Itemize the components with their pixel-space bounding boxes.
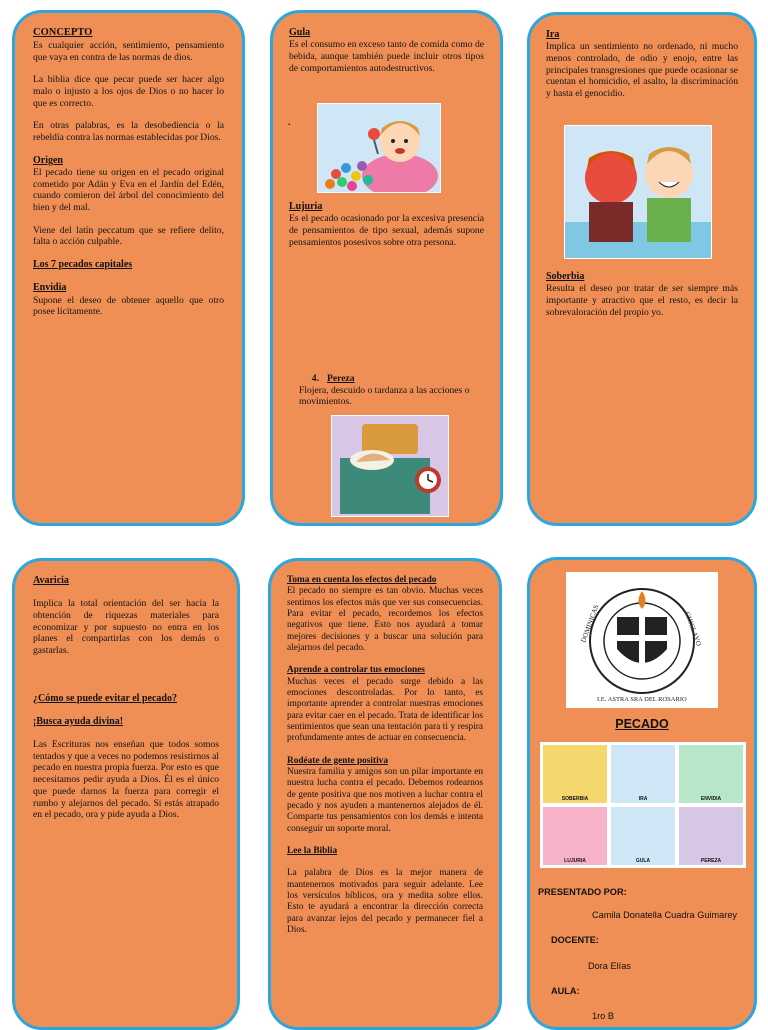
soberbia-heading: Soberbia [546, 271, 585, 282]
school-logo [566, 572, 718, 708]
aula-label: AULA: [551, 985, 580, 996]
panel-concepto [12, 10, 245, 526]
panel-ira-soberbia [527, 12, 757, 526]
panel-avaricia [12, 558, 240, 1030]
origen-text: El pecado tiene su origen en el pecado original cometido por Adán y Eva en el Jardín del Edén, cuando comieron del árbol del conocimiento del bien y del mal. [33, 166, 224, 214]
origen-heading: Origen [33, 154, 63, 166]
aula-value: 1ro B [592, 1011, 614, 1022]
emociones-heading: Aprende a controlar tus emociones [287, 665, 425, 676]
panel-gula-lujuria-pereza [270, 10, 503, 526]
collage-label: PEREZA [700, 857, 722, 864]
gula-illustration [317, 103, 441, 193]
cover-title: PECADO [615, 717, 669, 731]
ira-heading: Ira [546, 29, 560, 40]
collage-label: ENVIDIA [700, 795, 722, 802]
gula-text: Es el consumo en exceso tanto de comida como de bebida, aunque también puede incluir otros tipos de comportamientos autodestructivos. [289, 39, 484, 74]
emociones-text: Muchas veces el pecado surge debido a las emociones descontroladas. Por lo tanto, es importante aprender a controlar nuestras emociones para evitar caer en el pecado. Trata de identificar los sentimientos que sean una tentación para ti y respira profundamente antes de actuar en consecuencia. [287, 676, 483, 744]
ayuda-text: Las Escrituras nos enseñan que todos somos tentados y que a veces no podemos resistirnos al pecado en nuestra propia fuerza. Por esto es que necesitamos pedir ayuda a Dios. Él es el único que puede darnos la fuerza para corregir el rumbo y alejarnos del pecado. Si estás atrapado en el pecado, ora y pide ayuda a Dios. [33, 739, 219, 821]
ayuda-heading: ¡Busca ayuda divina! [33, 715, 124, 727]
docente-label: DOCENTE: [551, 935, 599, 946]
gula-heading: Gula [289, 27, 311, 38]
efectos-text: El pecado no siempre es tan obvio. Muchas veces sentimos los efectos más que ver sus consecuencias. Para evitar el pecado, recordemos los efectos negativos que tiene. Esto nos ayudará a tomar mejores decisiones y a buscar una solución para alejarnos del pecado. [287, 586, 483, 653]
docente-name: Dora Elías [588, 960, 631, 971]
biblia-heading: Lee la Biblia [287, 845, 338, 856]
concepto-heading: CONCEPTO [33, 27, 93, 38]
logo-right-text: CHICLAYO [683, 610, 703, 648]
rodeate-text: Nuestra familia y amigos son un pilar importante en nuestra lucha contra el pecado. Debemos rodearnos de gente positiva que nos motiven a luchar contra el pecado y nos ayuden a mantenernos alejados de él. Comparte tus pensamientos con los demás e intenta conseguir un soporte moral. [287, 766, 483, 834]
soberbia-text: Resulta el deseo por tratar de ser siempre más importante y atractivo que el resto, es decir la sobrevaloración del propio yo. [546, 283, 738, 318]
collage-cell [543, 745, 607, 803]
stray-dot: . [288, 117, 291, 128]
collage-label: LUJURIA [564, 857, 586, 864]
presentado-label: PRESENTADO POR: [538, 887, 627, 897]
collage-cell [679, 745, 743, 803]
latin-text: Viene del latín peccatum que se refiere delito, falta o acción culpable. [33, 224, 224, 248]
evitar-heading: ¿Cómo se puede evitar el pecado? [33, 692, 177, 704]
efectos-heading: Toma en cuenta los efectos del pecado [287, 575, 437, 585]
envidia-heading: Envidia [33, 282, 67, 294]
panel-portada [527, 557, 757, 1030]
lujuria-text: Es el pecado ocasionado por la excesiva presencia de pensamientos de tipo sexual, además supone pensamientos posesivos sobre otra persona. [289, 213, 484, 248]
siete-pecados-heading: Los 7 pecados capitales [33, 259, 133, 271]
pereza-heading: Pereza [327, 373, 355, 384]
envidia-text: Supone el deseo de obtener aquello que otro posee lícitamente. [33, 294, 224, 318]
rodeate-heading: Rodéate de gente positiva [287, 755, 388, 766]
avaricia-heading: Avaricia [33, 575, 69, 586]
ira-illustration [564, 125, 712, 259]
collage-cell [679, 807, 743, 865]
otras-palabras-text: En otras palabras, es la desobediencia o la rebeldía contra las normas establecidas por Dios. [33, 120, 224, 144]
pereza-text: Flojera, descuido o tardanza a las acciones o movimientos. [299, 384, 470, 408]
collage-cell [611, 745, 675, 803]
ira-text: Implica un sentimiento no ordenado, ni mucho menos controlado, de odio y enojo, entre las principales transgresiones que puede ocasionar se cuentan el homicidio, el asalto, la discriminación y hasta el genocidio. [546, 41, 738, 99]
lujuria-heading: Lujuria [289, 201, 323, 212]
pereza-illustration [331, 415, 449, 517]
collage-cell [611, 807, 675, 865]
collage-cell [543, 807, 607, 865]
avaricia-text: Implica la total orientación del ser hacia la obtención de riquezas materiales para economizar y por supuesto no entra en los planes el compartirlas con los demás o gastarlas. [33, 598, 219, 656]
panel-consejos [268, 558, 502, 1030]
logo-top-text: DOMINICAS [579, 603, 601, 644]
collage-label: GULA [635, 857, 651, 864]
concepto-text: Es cualquier acción, sentimiento, pensamiento que vaya en contra de las normas de dios. [33, 39, 224, 63]
logo-bottom-text: I.E. ASTRA SRA DEL ROSARIO [597, 696, 687, 703]
pecados-collage [540, 742, 746, 868]
biblia-definition: La biblia dice que pecar puede ser hacer algo malo o injusto a los ojos de Dios o no hacer lo que es correcto. [33, 74, 224, 109]
pereza-number: 4. [311, 373, 319, 384]
presentado-name: Camila Donatella Cuadra Guimarey [592, 910, 738, 921]
collage-label: IRA [638, 795, 648, 802]
biblia-text: La palabra de Dios es la mejor manera de mantenernos motivados para seguir adelante. Lee los versículos bíblicos, ora y medita sobre ellos. Esto te ayudará a encontrar la dirección correcta para avanzar lejos del pecado y permanecer fiel a Dios. [287, 868, 483, 935]
collage-label: SOBERBIA [561, 795, 589, 802]
